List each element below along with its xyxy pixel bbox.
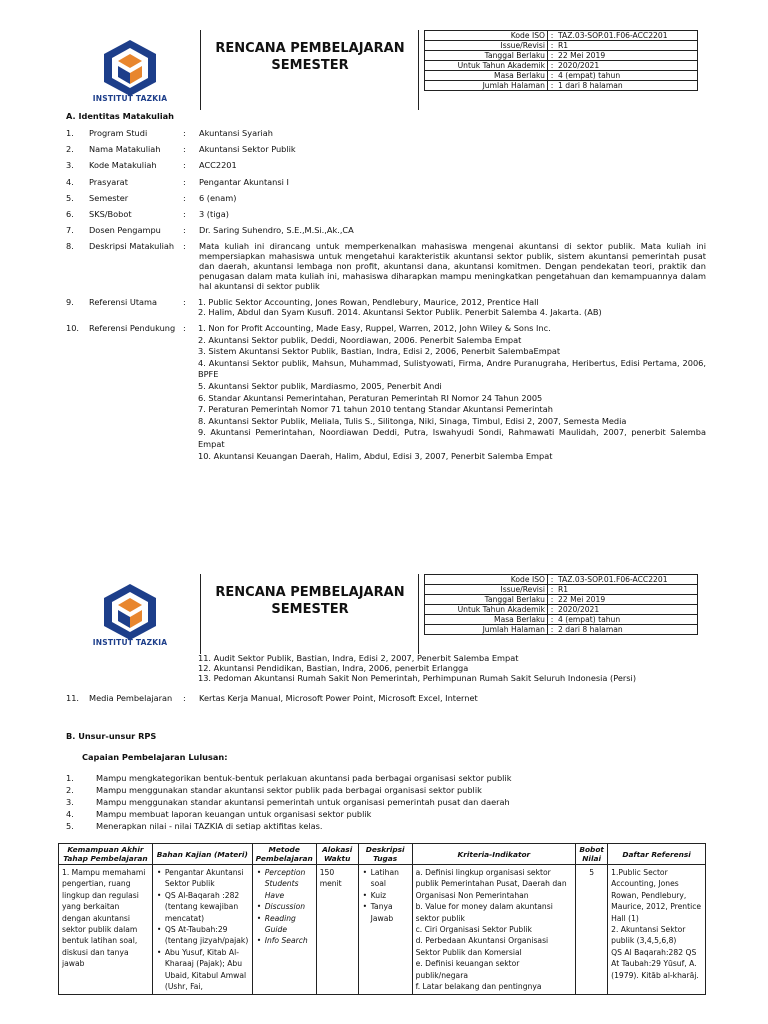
column-header: Deskripsi Tugas xyxy=(358,844,412,865)
alokasi-cell: 150 menit xyxy=(316,865,358,995)
reference-item: 9. Akuntansi Pemerintahan, Noordiawan Deddi, Putra, Iswahyudi Sondi, Rahmawati Maulidah, 2007, penerbit Salemba Empat xyxy=(198,427,706,449)
institut-tazkia-logo-icon xyxy=(100,582,160,642)
section-b-heading: B. Unsur-unsur RPS xyxy=(66,731,157,741)
reference-item: 2. Akuntansi Sektor publik, Deddi, Noordiawan, 2006. Penerbit Salemba Empat xyxy=(198,334,522,345)
logo-area xyxy=(60,30,201,110)
document-meta-table: Kode ISO : TAZ.03-SOP.01.F06-ACC2201 Issue/Revisi : R1 Tanggal Berlaku : 22 Mei 2019 Untuk Tahun Akademik : 2020/2021 Masa Berlaku : 4 (empat) tahun Jumlah Halaman : 1 dari 8 halaman xyxy=(424,30,698,91)
field-value: 3 (tiga) xyxy=(199,209,229,219)
rps-table xyxy=(58,843,706,995)
list-item: 1. Mampu mengkategorikan bentuk-bentuk perlakuan akuntansi pada berbagai organisasi sektor publik xyxy=(66,773,512,783)
page-header xyxy=(60,574,698,654)
field-value: Akuntansi Sektor Publik xyxy=(199,144,296,154)
reference-item: 5. Akuntansi Sektor publik, Mardiasmo, 2005, Penerbit Andi xyxy=(198,380,442,391)
ref-pendukung-list xyxy=(198,323,706,462)
page-header xyxy=(60,30,698,110)
column-header: Daftar Referensi xyxy=(608,844,706,865)
document-title: RENCANA PEMBELAJARAN SEMESTER xyxy=(215,585,405,617)
capaian-heading: Capaian Pembelajaran Lulusan: xyxy=(82,752,228,762)
field-value: Dr. Saring Suhendro, S.E.,M.Si.,Ak.,CA xyxy=(199,225,354,235)
divider xyxy=(418,574,419,654)
field-value: Akuntansi Syariah xyxy=(199,128,273,138)
reference-item: 6. Standar Akuntansi Pemerintahan, Peraturan Pemerintah RI Nomor 24 Tahun 2005 xyxy=(198,392,543,403)
metode-cell: • Perception Students Have • Discussion • Reading Guide • Info Search xyxy=(252,865,316,995)
column-header: Kemampuan Akhir Tahap Pembelajaran xyxy=(59,844,153,865)
reference-item: 12. Akuntansi Pendidikan, Bastian, Indra, 2006, penerbit Erlangga xyxy=(198,663,469,673)
reference-item: 1. Public Sektor Accounting, Jones Rowan, Pendlebury, Maurice, 2012, Prentice Hall xyxy=(198,297,539,307)
list-item: 5. Menerapkan nilai - nilai TAZKIA di setiap aktifitas kelas. xyxy=(66,821,323,831)
ref-utama-list xyxy=(198,297,706,317)
reference-item: 8. Akuntansi Sektor Publik, Meliala, Tulis S., Silitonga, Niki, Sinaga, Timbul, Edisi 2, 2007, Semesta Media xyxy=(198,415,627,426)
field-value: 6 (enam) xyxy=(199,193,237,203)
bobot-cell: 5 xyxy=(576,865,608,995)
deskripsi-text: Mata kuliah ini dirancang untuk memperkenalkan mahasiswa mengenai akuntansi di sektor publik. Mata kuliah ini mempersiapkan mahasiswa untuk mengetahui karakteristik akuntansi sektor publik, sistem akuntansi pemerintah pusat dan daerah, akuntansi lembaga non profit, akuntansi dana, akuntansi komitmen. Dengan pendekatan teori, praktik dan penugasan dalam mata kuliah ini, mahasiswa diharapkan mampu meningkatkan pengetahuan dan kemampuannya dalam hal akuntansi di sektor publik xyxy=(199,241,706,291)
list-item: 2. Mampu menggunakan standar akuntansi sektor publik pada berbagai organisasi sektor publik xyxy=(66,785,482,795)
column-header: Bobot Nilai xyxy=(576,844,608,865)
referensi-cell: 1.Public Sector Accounting, Jones Rowan, Pendlebury, Maurice, 2012, Prentice Hall (1) 2. Akuntansi Sektor publik (3,4,5,6,8) QS Al Baqarah:282 QS At Taubah:29 Yūsuf, A. (1979). Kitāb al-kharāj. xyxy=(608,865,706,995)
section-a-heading: A. Identitas Matakuliah xyxy=(66,111,174,121)
logo-area xyxy=(60,574,201,654)
field-value: ACC2201 xyxy=(199,160,237,170)
kriteria-cell: a. Definisi lingkup organisasi sektor publik Pemerintahan Pusat, Daerah dan Organisasi Non Pemerintahan b. Value for money dalam akuntansi sektor publik c. Ciri Organisasi Sektor Publik d. Perbedaan Akuntansi Organisasi Sektor Publik dan Komersial e. Definisi keuangan sektor publik/negara f. Latar belakang dan pentingnya xyxy=(412,865,576,995)
reference-item: 1. Non for Profit Accounting, Made Easy, Ruppel, Warren, 2012, John Wiley & Sons Inc. xyxy=(198,323,551,333)
list-item: 4. Mampu membuat laporan keuangan untuk organisasi sektor publik xyxy=(66,809,372,819)
kemampuan-cell: 1. Mampu memahami pengertian, ruang lingkup dan regulasi yang berkaitan dengan akuntansi sektor publik dalam bentuk latihan soal, diskusi dan tanya jawab xyxy=(59,865,153,995)
list-item: 3. Mampu menggunakan standar akuntansi pemerintah untuk organisasi pemerintah pusat dan daerah xyxy=(66,797,510,807)
institut-tazkia-logo-icon xyxy=(100,38,160,98)
column-header: Bahan Kajian (Materi) xyxy=(152,844,252,865)
reference-item: 10. Akuntansi Keuangan Daerah, Halim, Abdul, Edisi 3, 2007, Penerbit Salemba Empat xyxy=(198,450,553,461)
bahan-cell: • Pengantar Akuntansi Sektor Publik • QS Al-Baqarah :282 (tentang kewajiban mencatat) • QS At-Taubah:29 (tentang jizyah/pajak) • Abu Yusuf, Kitab Al-Kharaaj (Pajak); Abu Ubaid, Kitabul Amwal (Ushr, Fai, xyxy=(152,865,252,995)
reference-item: 7. Peraturan Pemerintah Nomor 71 tahun 2010 tentang Standar Akuntansi Pemerintah xyxy=(198,404,553,415)
reference-item: 13. Pedoman Akuntansi Rumah Sakit Non Pemerintah, Perhimpunan Rumah Sakit Seluruh Indonesia (Persi) xyxy=(198,673,637,683)
document-title: RENCANA PEMBELAJARAN SEMESTER xyxy=(215,41,405,73)
reference-item: 2. Halim, Abdul dan Syam Kusufi. 2014. Akuntansi Sektor Publik. Penerbit Salemba 4. Jakarta. (AB) xyxy=(198,307,602,317)
reference-item: 11. Audit Sektor Publik, Bastian, Indra, Edisi 2, 2007, Penerbit Salemba Empat xyxy=(198,653,519,663)
logo-text: INSTITUT TAZKIA xyxy=(92,94,168,103)
column-header: Alokasi Waktu xyxy=(316,844,358,865)
document-meta-table: Kode ISO : TAZ.03-SOP.01.F06-ACC2201 Issue/Revisi : R1 Tanggal Berlaku : 22 Mei 2019 Untuk Tahun Akademik : 2020/2021 Masa Berlaku : 4 (empat) tahun Jumlah Halaman : 2 dari 8 halaman xyxy=(424,574,698,635)
column-header: Kriteria-Indikator xyxy=(412,844,576,865)
table-row xyxy=(59,865,706,995)
divider xyxy=(418,30,419,110)
logo-text: INSTITUT TAZKIA xyxy=(92,638,168,647)
table-header-row xyxy=(59,844,706,865)
capaian-list xyxy=(66,772,666,832)
ref-pendukung-continued xyxy=(198,653,706,683)
tugas-cell: • Latihan soal • Kuiz • Tanya Jawab xyxy=(358,865,412,995)
field-value: Pengantar Akuntansi I xyxy=(199,177,289,187)
reference-item: 3. Sistem Akuntansi Sektor Publik, Bastian, Indra, Edisi 2, 2006, Penerbit SalembaEmpat xyxy=(198,346,561,357)
reference-item: 4. Akuntansi Sektor publik, Mahsun, Muhammad, Sulistyowati, Firma, Andre Puranugraha, Heribertus, Edisi Pertama, 2006, BPFE xyxy=(198,357,706,380)
column-header: Metode Pembelajaran xyxy=(252,844,316,865)
